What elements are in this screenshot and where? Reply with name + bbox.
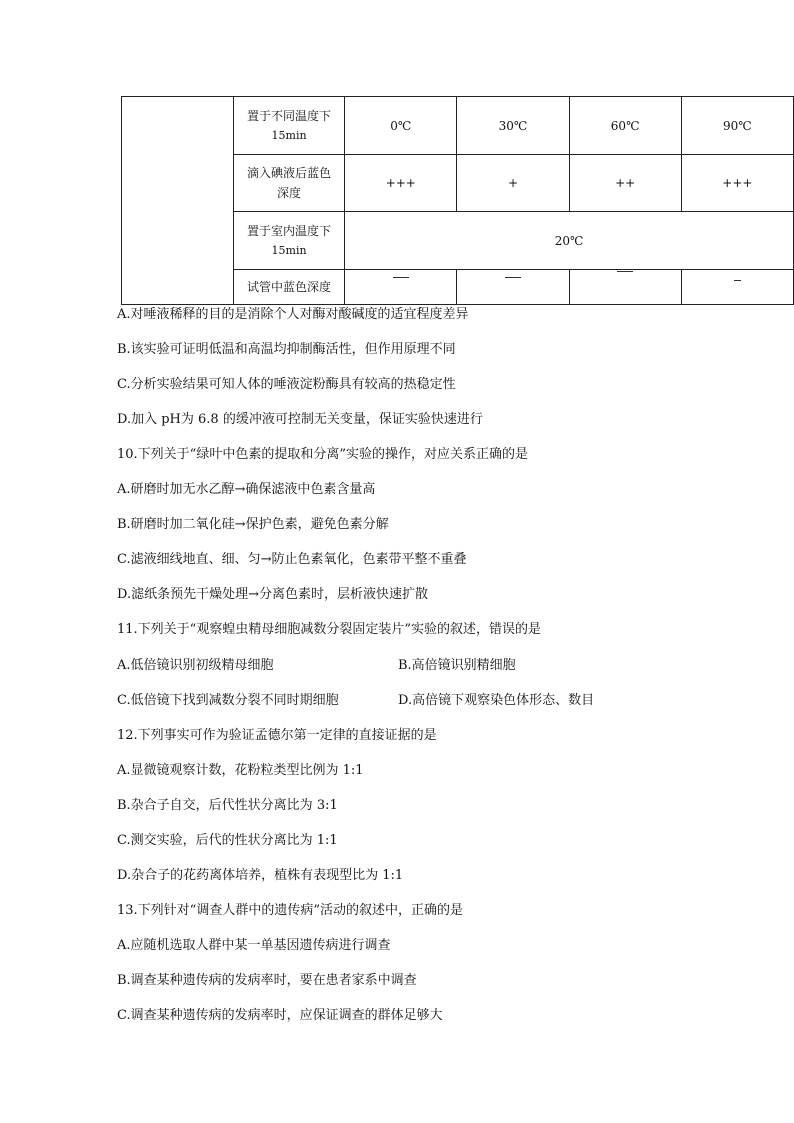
q9-option-d: D.加入 pH为 6.8 的缓冲液可控制无关变量，保证实验快速进行 [117, 412, 483, 427]
q13-option-b: B.调查某种遗传病的发病率时，要在患者家系中调查 [117, 973, 417, 988]
q10-option-a: A.研磨时加无水乙醇→确保滤液中色素含量高 [117, 482, 376, 497]
q10-option-d: D.滤纸条预先干燥处理→分离色素时，层析液快速扩散 [117, 587, 428, 602]
q12-option-d: D.杂合子的花药离体培养，植株有表现型比为 1:1 [117, 868, 404, 883]
iodine-cell-3: ++ [569, 155, 681, 212]
experiment-table [121, 96, 794, 305]
temp-cell-2: 30℃ [457, 97, 569, 155]
iodine-cell-2: + [457, 155, 569, 212]
row-label-temperature: 置于不同温度下 15min [233, 97, 344, 155]
q11-stem: 11.下列关于“观察蝗虫精母细胞减数分裂固定装片”实验的叙述，错误的是 [117, 622, 541, 637]
temp-cell-3: 60℃ [569, 97, 681, 155]
blue-depth-cell-3 [569, 270, 681, 305]
q12-option-c: C.测交实验，后代的性状分离比为 1:1 [117, 833, 338, 848]
q10-option-c: C.滤液细线地直、细、匀→防止色素氧化，色素带平整不重叠 [117, 552, 467, 567]
q12-option-b: B.杂合子自交，后代性状分离比为 3:1 [117, 798, 338, 813]
iodine-cell-4: +++ [681, 155, 793, 212]
row-label-room-temp: 置于室内温度下 15min [233, 212, 344, 270]
blue-depth-cell-4 [681, 270, 793, 305]
q11-option-a: A.低倍镜识别初级精母细胞 [117, 658, 274, 673]
room-temp-cell: 20℃ [345, 212, 794, 270]
iodine-cell-1: +++ [345, 155, 457, 212]
temp-cell-4: 90℃ [681, 97, 793, 155]
q9-option-c: C.分析实验结果可知人体的唾液淀粉酶具有较高的热稳定性 [117, 377, 456, 392]
q13-option-c: C.调查某种遗传病的发病率时，应保证调查的群体足够大 [117, 1008, 443, 1023]
q9-option-b: B.该实验可证明低温和高温均抑制酶活性，但作用原理不同 [117, 342, 456, 357]
row-label-iodine: 滴入碘液后蓝色 深度 [233, 155, 344, 212]
q12-option-a: A.显微镜观察计数，花粉粒类型比例为 1:1 [117, 763, 364, 778]
row-label-blue-depth: 试管中蓝色深度 [233, 270, 344, 305]
q13-option-a: A.应随机选取人群中某一单基因遗传病进行调查 [117, 938, 391, 953]
blue-depth-cell-1 [345, 270, 457, 305]
q12-stem: 12.下列事实可作为验证孟德尔第一定律的直接证据的是 [117, 728, 437, 743]
q10-option-b: B.研磨时加二氧化硅→保护色素，避免色素分解 [117, 517, 389, 532]
q11-option-c: C.低倍镜下找到减数分裂不同时期细胞 [117, 693, 339, 708]
q11-option-b: B.高倍镜识别精细胞 [398, 658, 516, 673]
q10-stem: 10.下列关于“绿叶中色素的提取和分离”实验的操作，对应关系正确的是 [117, 447, 528, 462]
q13-stem: 13.下列针对“调查人群中的遗传病”活动的叙述中，正确的是 [117, 903, 463, 918]
q9-option-a: A.对唾液稀释的目的是消除个人对酶对酸碱度的适宜程度差异 [117, 307, 469, 322]
table-empty-cell [122, 97, 234, 305]
temp-cell-1: 0℃ [345, 97, 457, 155]
q11-option-d: D.高倍镜下观察染色体形态、数目 [398, 693, 595, 708]
blue-depth-cell-2 [457, 270, 569, 305]
